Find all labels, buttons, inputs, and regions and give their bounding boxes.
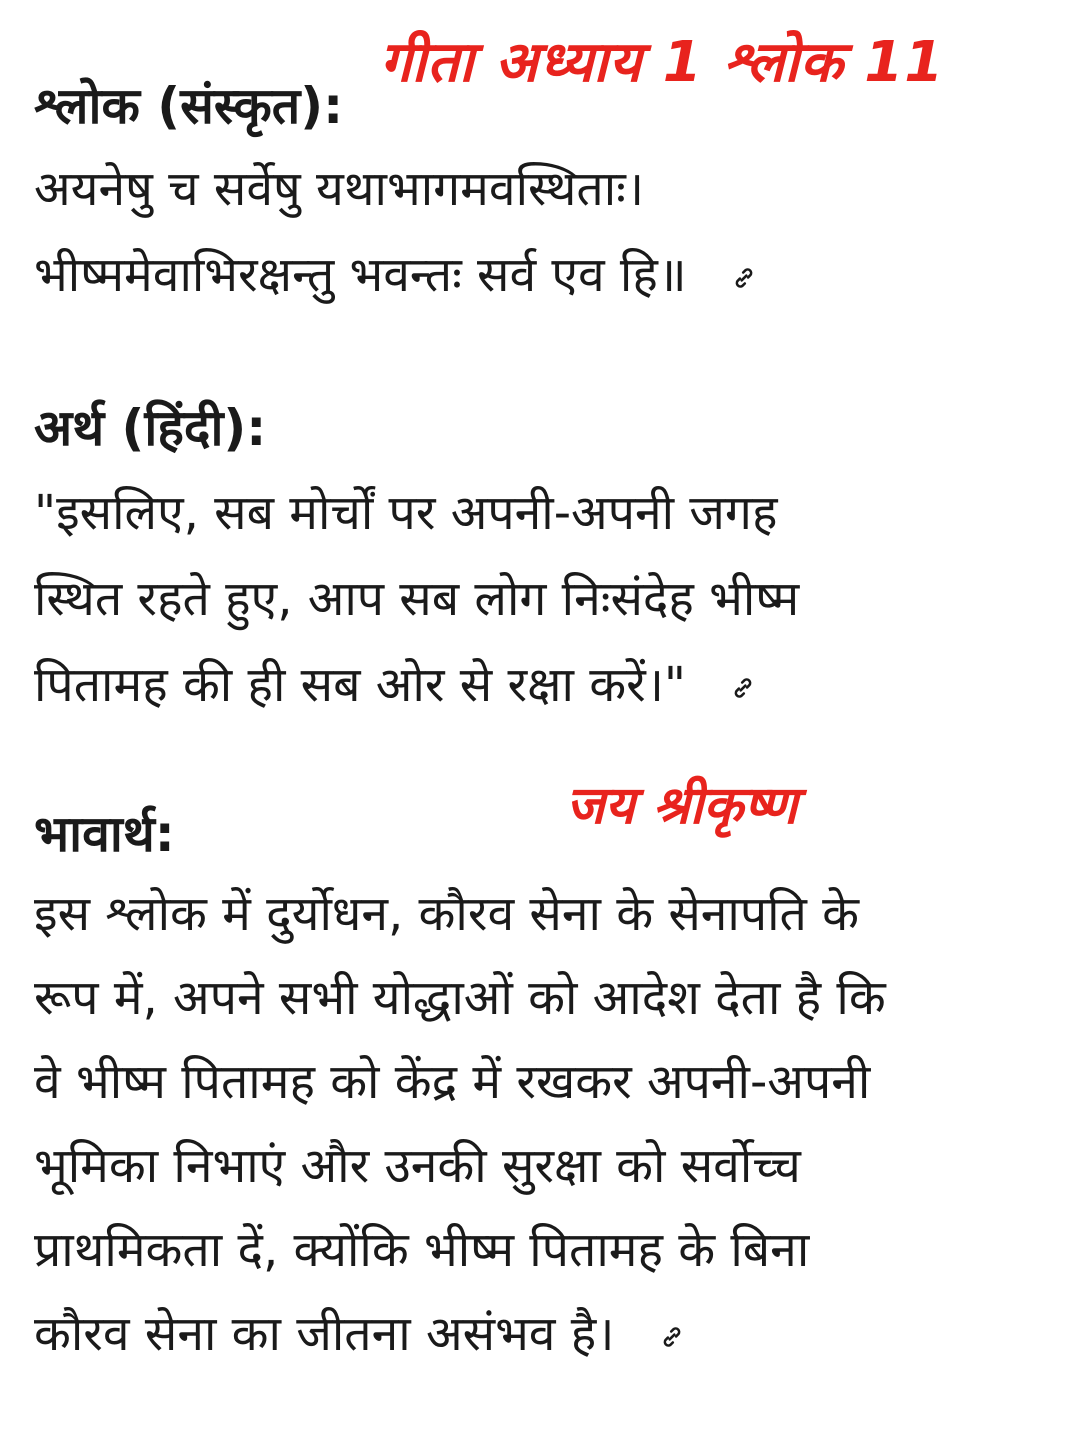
link-icon[interactable] bbox=[730, 264, 758, 292]
chapter-title-overlay: गीता अध्याय 1 श्लोक 11 bbox=[380, 30, 945, 95]
meaning-line: स्थित रहते हुए, आप सब लोग निःसंदेह भीष्म bbox=[34, 571, 800, 627]
explanation-line: भूमिका निभाएं और उनकी सुरक्षा को सर्वोच्च bbox=[34, 1138, 801, 1194]
link-icon[interactable] bbox=[729, 674, 757, 702]
explanation-line: वे भीष्म पितामह को केंद्र में रखकर अपनी-अपनी bbox=[34, 1054, 871, 1110]
explanation-line-text: कौरव सेना का जीतना असंभव है। bbox=[34, 1306, 615, 1362]
shloka-line bbox=[34, 232, 1034, 318]
explanation-heading: भावार्थ: bbox=[34, 805, 175, 863]
link-icon[interactable] bbox=[658, 1323, 686, 1351]
meaning-line bbox=[34, 642, 1034, 728]
shloka-section bbox=[34, 74, 1034, 318]
meaning-heading: अर्थ (हिंदी): bbox=[34, 399, 267, 457]
meaning-line: "इसलिए, सब मोर्चों पर अपनी-अपनी जगह bbox=[34, 485, 778, 541]
explanation-line: इस श्लोक में दुर्योधन, कौरव सेना के सेनापति के bbox=[34, 886, 860, 942]
shloka-line: अयनेषु च सर्वेषु यथाभागमवस्थिताः। bbox=[34, 161, 645, 217]
meaning-section bbox=[34, 396, 1034, 728]
shloka-line-text: भीष्ममेवाभिरक्षन्तु भवन्तः सर्व एव हि॥ bbox=[34, 247, 687, 303]
explanation-line: रूप में, अपने सभी योद्धाओं को आदेश देता है कि bbox=[34, 970, 886, 1026]
explanation-line: प्राथमिकता दें, क्योंकि भीष्म पितामह के बिना bbox=[34, 1222, 810, 1278]
shloka-heading: श्लोक (संस्कृत): bbox=[34, 77, 344, 135]
explanation-section bbox=[34, 802, 1034, 1376]
jai-shrikrishna-overlay: जय श्रीकृष्ण bbox=[566, 776, 798, 836]
explanation-line bbox=[34, 1292, 1034, 1376]
meaning-line-text: पितामह की ही सब ओर से रक्षा करें।" bbox=[34, 657, 686, 713]
